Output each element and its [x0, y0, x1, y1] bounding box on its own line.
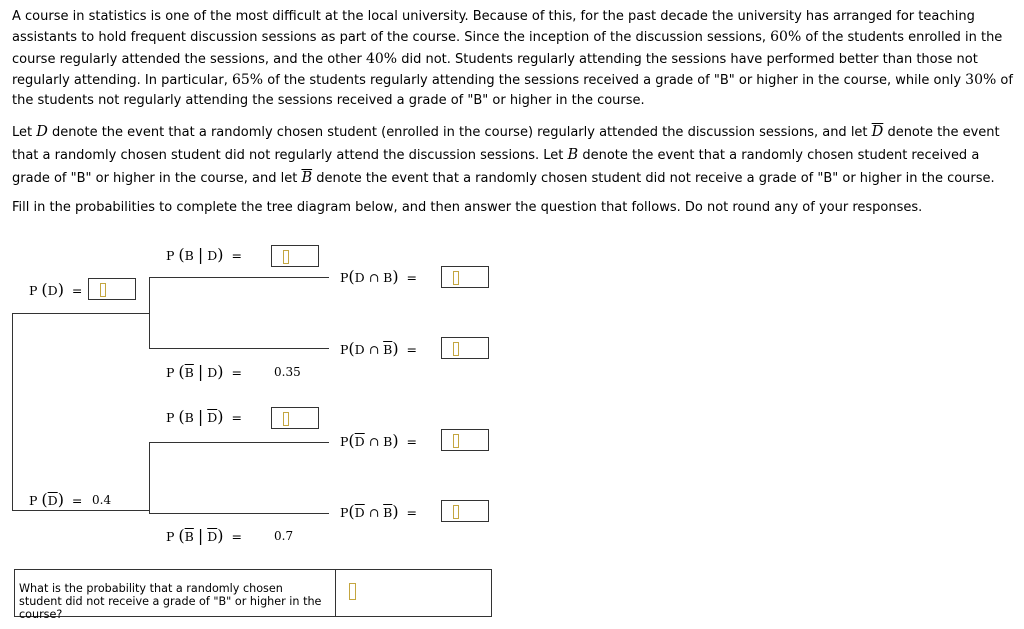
- input-p-dbar-and-bbar[interactable]: [441, 500, 489, 522]
- input-p-d-field[interactable]: [89, 279, 139, 301]
- question-box: [14, 569, 492, 621]
- label-p-d-and-b: P(D ∩ B) =: [340, 267, 418, 286]
- input-p-b-given-dbar-field[interactable]: [272, 408, 322, 430]
- label-p-d-and-bbar: P(D ∩ $\overline{B}$) =: [340, 339, 418, 358]
- input-p-b-given-dbar[interactable]: [271, 407, 319, 429]
- input-p-d-and-bbar[interactable]: [441, 337, 489, 359]
- label-p-dbar-and-bbar: $P(\overline{D}$ ∩ $\overline{B}$) =: [340, 502, 418, 521]
- label-p-dbar-and-b: $P(\overline{D}$ ∩ B) =: [340, 431, 418, 450]
- input-p-d[interactable]: [88, 278, 136, 300]
- instructions-paragraph: Fill in the probabilities to complete the tree diagram below, and then answer the question that follows. Do not round any of your responses.: [12, 200, 923, 215]
- value-p-dbar: 0.4: [92, 493, 112, 507]
- input-p-b-given-d[interactable]: [271, 245, 319, 267]
- input-p-dbar-and-b-field[interactable]: [442, 430, 492, 452]
- label-p-bbar-given-d: P ($\overline{B}$ | D) =: [166, 362, 242, 381]
- answer-input[interactable]: [349, 583, 356, 600]
- question-text: What is the probability that a randomly chosen student did not receive a grade of "B" or higher in the course?: [19, 582, 322, 621]
- label-p-bbar-given-dbar: P ($\overline{B}$ | $\overline{D}$) =: [166, 526, 242, 545]
- input-p-b-given-d-field[interactable]: [272, 246, 322, 268]
- label-p-b-given-dbar: P (B | $\overline{D}$) =: [166, 407, 242, 426]
- input-p-d-and-bbar-field[interactable]: [442, 338, 492, 360]
- input-p-dbar-and-bbar-field[interactable]: [442, 501, 492, 523]
- label-p-b-given-d: P (B | D) =: [166, 245, 242, 264]
- input-p-dbar-and-b[interactable]: [441, 429, 489, 451]
- input-p-d-and-b[interactable]: [441, 266, 489, 288]
- input-p-d-and-b-field[interactable]: [442, 267, 492, 289]
- intro-paragraph: A course in statistics is one of the most difficult at the local university. Because of this, for the past decade the university has arranged for teaching assistants to hold frequent discussion sessions as part of the course. Since the inception of the discussion sessions, 60% of the students enrolled in the course regularly attended the sessions, and the other 40% did not. Students regularly attending the sessions have performed better than those not regularly attending. In particular, 65% of the students regularly attending the sessions received a grade of "B" or higher in the course, while only 30% of the students not regularly attending the sessions received a grade of "B" or higher in the course.: [12, 9, 1013, 109]
- value-p-bbar-given-d: 0.35: [274, 365, 301, 379]
- label-p-dbar: P $(\overline{D})$ =: [29, 490, 83, 509]
- label-p-d: P (D) =: [29, 280, 83, 299]
- definitions-paragraph: Let D denote the event that a randomly chosen student (enrolled in the course) regularly attended the discussion sessions, and let $\overline{D}$ denote the event that a randomly chosen student did not regularly attend the discussion sessions. Let B denote the event that a randomly chosen student received a grade of "B" or higher in the course, and let $\overline{B}$ denote the event that a randomly chosen student did not receive a grade of "B" or higher in the course.: [12, 124, 1000, 186]
- value-p-bbar-given-dbar: 0.7: [274, 529, 294, 543]
